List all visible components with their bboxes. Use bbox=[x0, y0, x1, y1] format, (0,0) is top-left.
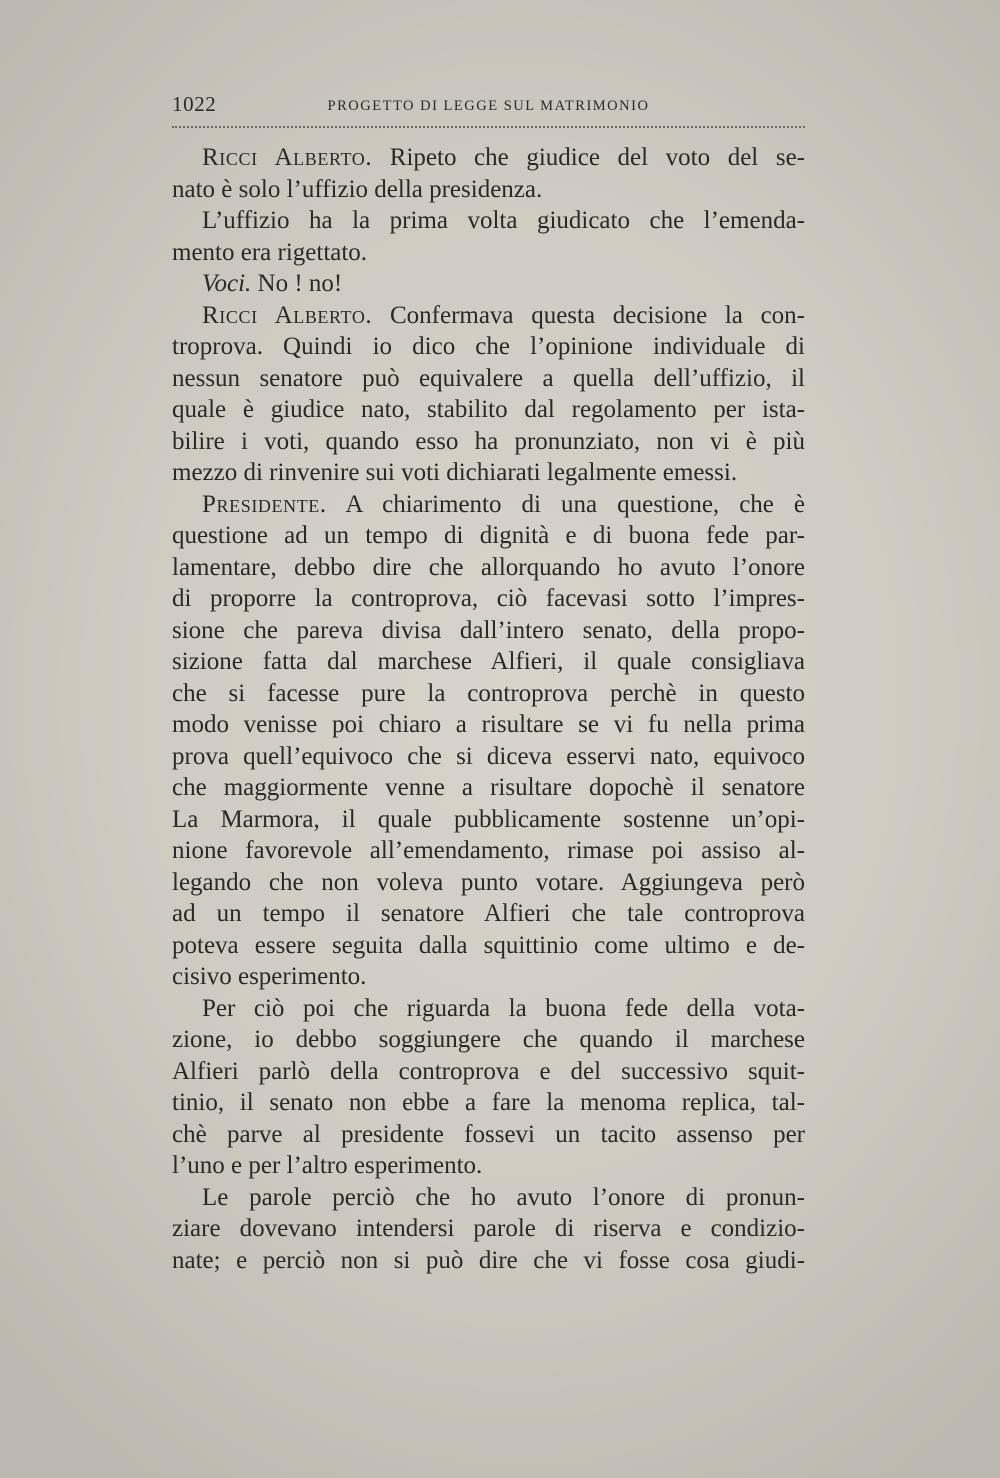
text-line bbox=[172, 489, 805, 521]
line-text: nessun senatore può equivalere a quella dell’uffizio, il bbox=[172, 364, 805, 392]
text-line bbox=[172, 867, 805, 899]
line-text: A chiarimento di una questione, che è bbox=[345, 490, 806, 518]
text-line bbox=[172, 615, 805, 647]
paragraph bbox=[172, 300, 805, 489]
paragraph bbox=[172, 489, 805, 993]
paragraph bbox=[172, 205, 805, 268]
text-line bbox=[172, 1150, 805, 1182]
text-line bbox=[172, 237, 805, 269]
text-line bbox=[172, 205, 805, 237]
text-line bbox=[172, 174, 805, 206]
line-text: mezzo di rinvenire sui voti dichiarati legalmente emessi. bbox=[172, 459, 738, 486]
line-text: legando che non voleva punto votare. Aggiungeva però bbox=[172, 868, 805, 896]
line-text: mento era rigettato. bbox=[172, 238, 368, 266]
text-line bbox=[172, 678, 805, 710]
text-line bbox=[172, 394, 805, 426]
line-text: Confermava questa decisione la con- bbox=[389, 301, 805, 329]
paragraph bbox=[172, 268, 805, 300]
line-text: nate; e perciò non si può dire che vi fosse cosa giudi- bbox=[172, 1246, 805, 1274]
line-text: quale è giudice nato, stabilito dal regolamento per ista- bbox=[172, 396, 805, 423]
paragraph bbox=[172, 142, 805, 205]
text-line bbox=[172, 1056, 805, 1088]
speaker-name: Voci. bbox=[202, 270, 252, 297]
text-line bbox=[172, 552, 805, 584]
line-text: chè parve al presidente fossevi un tacito assenso per bbox=[172, 1120, 805, 1148]
text-line bbox=[172, 993, 805, 1025]
line-text: bilire i voti, quando esso ha pronunziato, non vi è più bbox=[172, 427, 805, 455]
text-line bbox=[172, 835, 805, 867]
line-text: tinio, il senato non ebbe a fare la menoma replica, tal- bbox=[172, 1089, 805, 1116]
line-text: nato è solo l’uffizio della presidenza. bbox=[172, 175, 543, 203]
text-line bbox=[172, 268, 805, 300]
text-line bbox=[172, 363, 805, 395]
text-line bbox=[172, 1024, 805, 1056]
paragraph bbox=[172, 993, 805, 1182]
line-text: zione, io debbo soggiungere che quando il marchese bbox=[172, 1026, 805, 1053]
text-line bbox=[172, 772, 805, 804]
line-text: sizione fatta dal marchese Alfieri, il quale consigliava bbox=[172, 648, 805, 675]
text-line bbox=[172, 1119, 805, 1151]
line-text: modo venisse poi chiaro a risultare se vi fu nella prima bbox=[172, 711, 805, 738]
text-line bbox=[172, 1182, 805, 1214]
line-text: l’uno e per l’altro esperimento. bbox=[172, 1152, 483, 1179]
text-line bbox=[172, 457, 805, 489]
line-text: La Marmora, il quale pubblicamente sostenne un’opi- bbox=[172, 805, 805, 833]
text-line bbox=[172, 741, 805, 773]
line-text: che maggiormente venne a risultare dopochè il senatore bbox=[172, 774, 805, 801]
line-text: Le parole perciò che ho avuto l’onore di pronun- bbox=[202, 1183, 805, 1211]
line-text: cisivo esperimento. bbox=[172, 963, 367, 990]
text-line bbox=[172, 1213, 805, 1245]
text-line bbox=[172, 300, 805, 332]
text-line bbox=[172, 804, 805, 836]
text-line bbox=[172, 142, 805, 174]
line-text: prova quell’equivoco che si diceva esservi nato, equivoco bbox=[172, 742, 805, 770]
text-line bbox=[172, 961, 805, 993]
line-text: Alfieri parlò della controprova e del successivo squit- bbox=[172, 1057, 805, 1085]
line-text: poteva essere seguita dalla squittinio come ultimo e de- bbox=[172, 931, 805, 959]
dotted-rule bbox=[172, 126, 805, 128]
text-line bbox=[172, 426, 805, 458]
running-head: PROGETTO DI LEGGE SUL MATRIMONIO bbox=[327, 98, 650, 114]
line-text: ziare dovevano intendersi parole di riserva e condizio- bbox=[172, 1215, 805, 1242]
speaker-name: Ricci Alberto. bbox=[202, 144, 373, 171]
speaker-name: Presidente. bbox=[202, 490, 327, 518]
line-text: lamentare, debbo dire che allorquando ho avuto l’onore bbox=[172, 553, 805, 581]
line-text: ad un tempo il senatore Alfieri che tale controprova bbox=[172, 900, 805, 927]
page-number: 1022 bbox=[172, 92, 217, 116]
speaker-name: Ricci Alberto. bbox=[202, 301, 373, 329]
text-line bbox=[172, 331, 805, 363]
line-text: che si facesse pure la controprova perchè in questo bbox=[172, 679, 805, 707]
page-header bbox=[172, 91, 805, 121]
text-line bbox=[172, 1245, 805, 1277]
body-text bbox=[172, 142, 805, 1276]
paragraph bbox=[172, 1182, 805, 1277]
line-text: questione ad un tempo di dignità e di buona fede par- bbox=[172, 522, 805, 549]
text-line bbox=[172, 930, 805, 962]
line-text: di proporre la controprova, ciò facevasi sotto l’impres- bbox=[172, 585, 805, 612]
text-line bbox=[172, 709, 805, 741]
text-line bbox=[172, 1087, 805, 1119]
line-text: troprova. Quindi io dico che l’opinione individuale di bbox=[172, 333, 805, 360]
line-text: No ! no! bbox=[257, 270, 343, 297]
line-text: sione che pareva divisa dall’intero senato, della propo- bbox=[172, 616, 805, 644]
line-text: Per ciò poi che riguarda la buona fede della vota- bbox=[202, 994, 805, 1022]
line-text: L’uffizio ha la prima volta giudicato che l’emenda- bbox=[202, 207, 805, 234]
text-line bbox=[172, 898, 805, 930]
line-text: nione favorevole all’emendamento, rimase poi assiso al- bbox=[172, 837, 805, 864]
line-text: Ripeto che giudice del voto del se- bbox=[389, 144, 806, 171]
text-line bbox=[172, 520, 805, 552]
text-line bbox=[172, 646, 805, 678]
text-line bbox=[172, 583, 805, 615]
